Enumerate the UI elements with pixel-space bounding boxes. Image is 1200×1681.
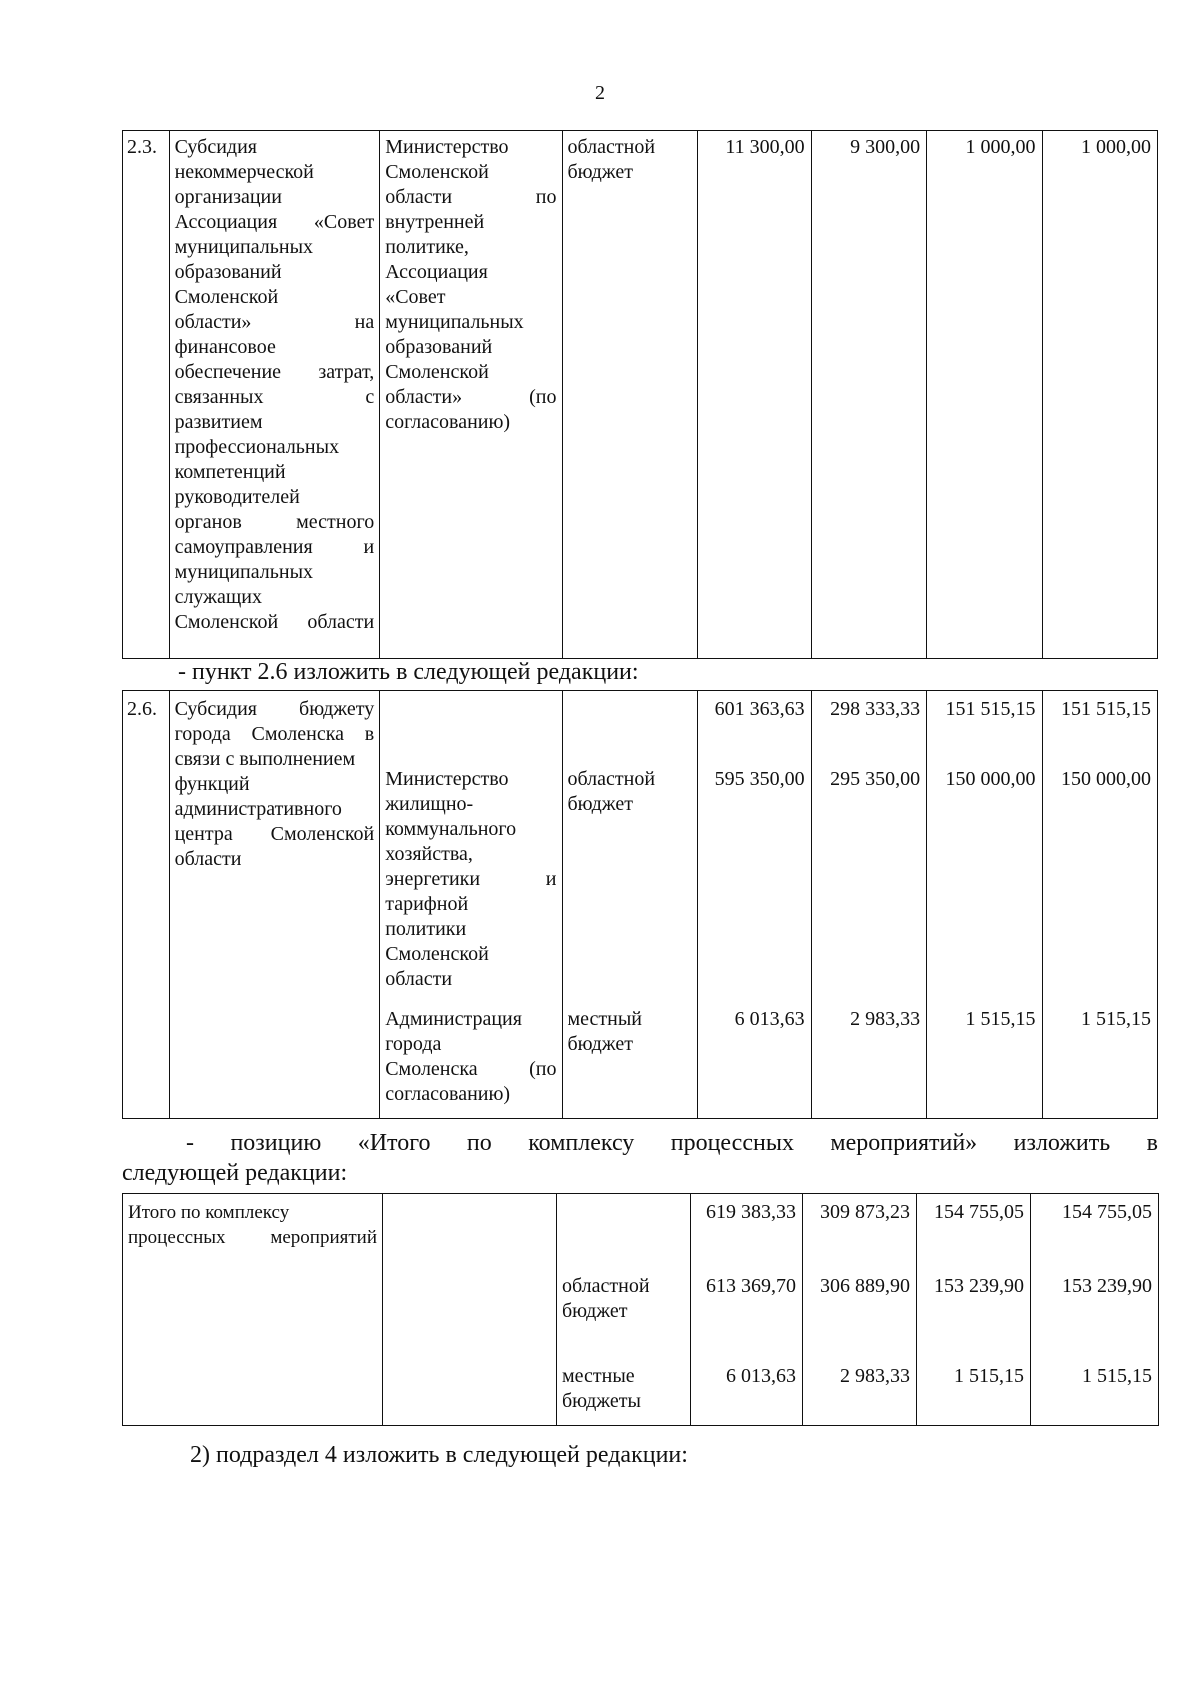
measure-name-lines — [175, 135, 375, 635]
value-year-2: 1 000,00 — [927, 131, 1042, 659]
cell-line: тарифной — [385, 892, 469, 915]
cell-line: развитием — [174, 411, 263, 433]
table-total — [122, 1193, 1159, 1426]
measure-name — [169, 131, 380, 659]
cell-line: процессных мероприятий — [128, 1227, 377, 1248]
cell-line: центра Смоленской — [174, 823, 375, 845]
measure-name-lines — [175, 697, 375, 872]
cell-line: Субсидия бюджету — [174, 698, 375, 720]
cell-line: Смоленской — [385, 942, 489, 965]
cell-line: бюджет — [567, 161, 633, 183]
funding-source-lines — [562, 1274, 685, 1324]
cell-line: Смоленска (по — [385, 1057, 557, 1080]
cell-line: жилищно- — [385, 792, 474, 815]
executor-lines — [385, 135, 556, 435]
cell-line: местный — [567, 1007, 642, 1030]
cell-line: муниципальных — [174, 561, 314, 583]
value-year-2: 150 000,00 — [927, 767, 1042, 1007]
row-number: 2.3. — [123, 131, 170, 659]
executor-lines — [385, 1007, 556, 1107]
total-value-year-3: 154 755,05 — [1031, 1194, 1159, 1274]
table-row — [123, 691, 1158, 767]
cell-line: области» (по — [385, 386, 557, 408]
cell-line: образований — [385, 336, 493, 358]
instruction-item-2-6: - пункт 2.6 изложить в следующей редакции: — [178, 659, 639, 685]
value-year-1: 2 983,33 — [811, 1007, 926, 1119]
cell-line: области — [385, 967, 453, 990]
cell-line: муниципальных — [174, 236, 314, 258]
cell-line: коммунального — [385, 817, 517, 840]
cell-line: бюджет — [567, 1032, 633, 1055]
source-empty — [562, 691, 698, 767]
funding-source-lines — [568, 767, 693, 817]
cell-line: бюджет — [567, 792, 633, 815]
funding-source-lines — [562, 1364, 685, 1414]
table-item-2-3 — [122, 130, 1158, 659]
total-value-total: 601 363,63 — [698, 691, 811, 767]
executor-empty — [383, 1194, 557, 1426]
measure-name — [169, 691, 380, 1119]
value-year-1: 306 889,90 — [803, 1274, 917, 1364]
value-year-2: 1 515,15 — [927, 1007, 1042, 1119]
instruction-total-line-2: следующей редакции: — [122, 1160, 348, 1186]
page-number: 2 — [595, 82, 605, 104]
cell-line: компетенций — [174, 461, 286, 483]
value-total: 6 013,63 — [698, 1007, 811, 1119]
cell-line: политики — [385, 917, 467, 940]
funding-source-lines — [568, 1007, 693, 1057]
cell-line: Итого по комплексу — [128, 1202, 290, 1223]
executor — [380, 1007, 562, 1119]
value-total: 11 300,00 — [698, 131, 811, 659]
instruction-subsection-4: 2) подраздел 4 изложить в следующей редакции: — [190, 1442, 688, 1468]
executor-lines — [385, 767, 556, 992]
cell-line: Администрация — [385, 1007, 522, 1030]
cell-line: внутренней — [385, 211, 485, 233]
value-year-3: 1 000,00 — [1042, 131, 1158, 659]
value-year-2: 153 239,90 — [917, 1274, 1031, 1364]
total-label — [123, 1194, 383, 1426]
cell-line: области — [174, 848, 242, 870]
cell-line: органов местного — [174, 511, 375, 533]
value-year-3: 1 515,15 — [1031, 1364, 1159, 1426]
cell-line: Смоленской — [385, 161, 489, 183]
cell-line: бюджеты — [562, 1389, 641, 1412]
cell-line: политике, — [385, 236, 469, 258]
cell-line: местные — [562, 1364, 635, 1387]
cell-line: руководителей — [174, 486, 300, 508]
value-year-3: 153 239,90 — [1031, 1274, 1159, 1364]
cell-line: города — [385, 1032, 442, 1055]
cell-line: профессиональных — [174, 436, 340, 458]
funding-source-lines — [568, 135, 693, 185]
cell-line: служащих — [174, 586, 262, 608]
cell-line: хозяйства, — [385, 842, 473, 865]
cell-line: Министерство — [385, 767, 509, 790]
total-value-year-2: 154 755,05 — [917, 1194, 1031, 1274]
value-total: 613 369,70 — [691, 1274, 803, 1364]
cell-line: образований — [174, 261, 282, 283]
cell-line: согласованию) — [385, 411, 511, 433]
cell-line: муниципальных — [385, 311, 524, 333]
value-year-1: 9 300,00 — [811, 131, 926, 659]
cell-line: Смоленской — [174, 286, 279, 308]
value-year-2: 1 515,15 — [917, 1364, 1031, 1426]
funding-source — [557, 1274, 691, 1364]
cell-line: связи с выполнением — [174, 748, 356, 770]
value-total: 6 013,63 — [691, 1364, 803, 1426]
cell-line: области по — [385, 186, 557, 208]
cell-line: «Совет — [385, 286, 446, 308]
value-year-3: 1 515,15 — [1042, 1007, 1158, 1119]
cell-line: областной — [567, 136, 656, 158]
cell-line: Смоленской — [385, 361, 489, 383]
table-row — [123, 1194, 1159, 1274]
cell-line: связанных с — [174, 386, 375, 408]
cell-line: некоммерческой — [174, 161, 314, 183]
cell-line: административного — [174, 798, 342, 820]
cell-line: финансовое — [174, 336, 276, 358]
funding-source — [562, 1007, 698, 1119]
cell-line: Ассоциация — [385, 261, 488, 283]
funding-source — [557, 1364, 691, 1426]
cell-line: самоуправления и — [174, 536, 375, 558]
total-label-lines — [128, 1200, 377, 1250]
cell-line: области» на — [174, 311, 375, 333]
value-year-1: 295 350,00 — [811, 767, 926, 1007]
total-value-year-2: 151 515,15 — [927, 691, 1042, 767]
cell-line: областной — [562, 1274, 650, 1297]
total-value-year-3: 151 515,15 — [1042, 691, 1158, 767]
total-value-year-1: 298 333,33 — [811, 691, 926, 767]
funding-source — [562, 131, 698, 659]
executor — [380, 767, 562, 1007]
cell-line: Субсидия — [174, 136, 257, 158]
value-year-1: 2 983,33 — [803, 1364, 917, 1426]
funding-source — [562, 767, 698, 1007]
cell-line: областной — [567, 767, 656, 790]
cell-line: энергетики и — [385, 867, 557, 890]
table-item-2-6 — [122, 690, 1158, 1119]
cell-line: Смоленской области — [174, 611, 375, 633]
cell-line: бюджет — [562, 1299, 628, 1322]
instruction-total-line-1: - позицию «Итого по комплексу процессных мероприятий» изложить в — [186, 1130, 1158, 1156]
table-row — [123, 131, 1158, 659]
row-number: 2.6. — [123, 691, 170, 1119]
executor — [380, 131, 562, 659]
value-year-3: 150 000,00 — [1042, 767, 1158, 1007]
cell-line: согласованию) — [385, 1082, 511, 1105]
cell-line: города Смоленска в — [174, 723, 375, 745]
value-total: 595 350,00 — [698, 767, 811, 1007]
executor-empty — [380, 691, 562, 767]
cell-line: организации — [174, 186, 282, 208]
cell-line: функций — [174, 773, 250, 795]
total-value-year-1: 309 873,23 — [803, 1194, 917, 1274]
total-value-total: 619 383,33 — [691, 1194, 803, 1274]
cell-line: Ассоциация «Совет — [174, 211, 375, 233]
source-empty — [557, 1194, 691, 1274]
cell-line: обеспечение затрат, — [174, 361, 375, 383]
cell-line: Министерство — [385, 136, 509, 158]
